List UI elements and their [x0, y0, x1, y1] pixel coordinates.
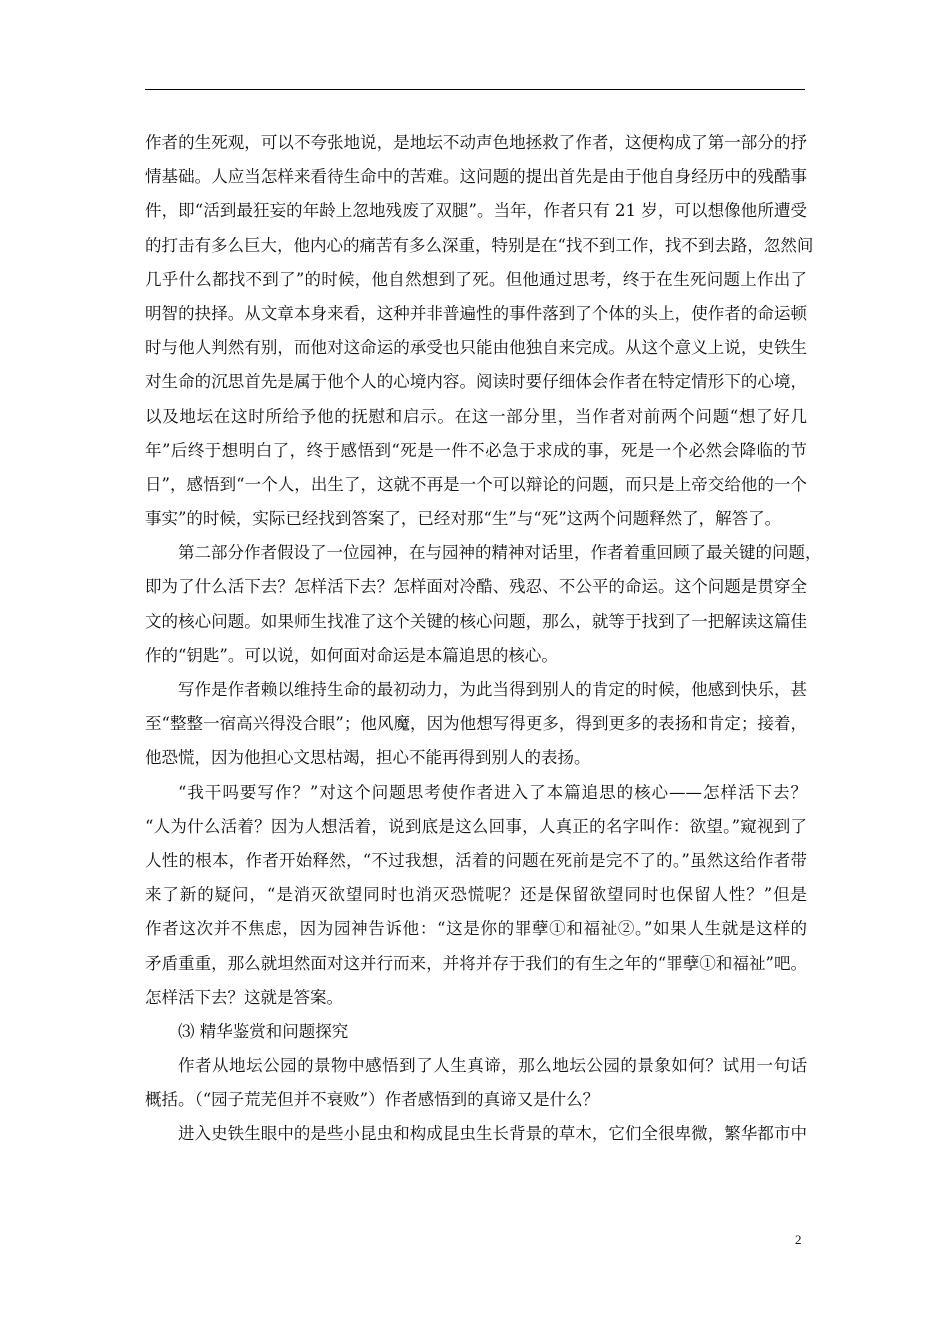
text-line: 件，即“活到最狂妄的年龄上忽地残废了双腿”。当年，作者只有 21 岁，可以想像他所遭受 [145, 201, 807, 221]
text-line: 几乎什么都找不到了”的时候，他自然想到了死。但他通过思考，终于在生死问题上作出了 [145, 269, 807, 289]
text-line: 即为了什么活下去？怎样活下去？怎样面对冷酷、残忍、不公平的命运。这个问题是贯穿全 [145, 577, 807, 597]
text-line: 作的“钥匙”。可以说，如何面对命运是本篇追思的核心。 [145, 645, 558, 665]
text-line: 文的核心问题。如果师生找准了这个关键的核心问题，那么，就等于找到了一把解读这篇佳 [145, 611, 807, 631]
text-line: 矛盾重重，那么就坦然面对这并行而来，并将并存于我们的有生之年的“罪孽①和福祉”吧。 [145, 953, 807, 973]
text-line: 人性的根本，作者开始释然，“不过我想，活着的问题在死前是完不了的。”虽然这给作者带 [145, 850, 807, 870]
text-line: 来了新的疑问，“是消灭欲望同时也消灭恐慌呢？还是保留欲望同时也保留人性？”但是 [145, 885, 807, 905]
text-line: 至“整整一宿高兴得没合眼”；他风魔，因为他想写得更多，得到更多的表扬和肯定；接着， [145, 714, 807, 734]
text-line: 时与他人判然有别，而他对这命运的承受也只能由他独自来完成。从这个意义上说，史铁生 [145, 338, 807, 358]
text-line: 作者从地坛公园的景物中感悟到了人生真谛，那么地坛公园的景象如何？试用一句话 [178, 1056, 807, 1076]
page-number: 2 [795, 1232, 802, 1247]
text-line: 情基础。人应当怎样来看待生命中的苦难。这问题的提出首先是由于他自身经历中的残酷事 [145, 167, 807, 187]
text-line: 对生命的沉思首先是属于他个人的心境内容。阅读时要仔细体会作者在特定情形下的心境， [145, 372, 807, 392]
text-line: 年”后终于想明白了，终于感悟到“死是一件不必急于求成的事，死是一个必然会降临的节 [145, 440, 807, 460]
text-line: “我干吗要写作？”对这个问题思考使作者进入了本篇追思的核心——怎样活下去？ [178, 782, 807, 802]
text-line: “人为什么活着？因为人想活着，说到底是这么回事，人真正的名字叫作：欲望。”窥视到了 [145, 816, 807, 836]
text-line: 第二部分作者假设了一位园神，在与园神的精神对话里，作者着重回顾了最关键的问题， [178, 543, 822, 563]
header-rule [145, 89, 805, 90]
text-line: 作者这次并不焦虑，因为园神告诉他：“这是你的罪孽①和福祉②。”如果人生就是这样的 [145, 919, 807, 939]
text-line: 他恐慌，因为他担心文思枯竭，担心不能再得到别人的表扬。 [145, 748, 591, 768]
text-line: 的打击有多么巨大，他内心的痛苦有多么深重，特别是在“找不到工作，找不到去路，忽然间 [145, 235, 814, 255]
text-line: 概括。（“园子荒芜但并不衰败”）作者感悟到的真谛又是什么？ [145, 1090, 600, 1110]
text-line: 日”，感悟到“一个人，出生了，这就不再是一个可以辩论的问题，而只是上帝交给他的一个 [145, 474, 807, 494]
text-line: 明智的抉择。从文章本身来看，这种并非普遍性的事件落到了个体的头上，使作者的命运顿 [145, 303, 807, 323]
text-line: 事实”的时候，实际已经找到答案了，已经对那“生”与“死”这两个问题释然了，解答了。 [145, 509, 782, 529]
text-line: 作者的生死观，可以不夸张地说，是地坛不动声色地拯救了作者，这便构成了第一部分的抒 [145, 133, 807, 152]
text-line: ⑶ 精华鉴赏和问题探究 [178, 1021, 349, 1041]
text-line: 写作是作者赖以维持生命的最初动力，为此当得到别人的肯定的时候，他感到快乐，甚 [178, 680, 807, 699]
body-text [145, 126, 822, 1152]
text-line: 怎样活下去？这就是答案。 [145, 987, 343, 1007]
text-line: 进入史铁生眼中的是些小昆虫和构成昆虫生长背景的草木，它们全很卑微，繁华都市中 [178, 1124, 807, 1144]
text-line: 以及地坛在这时所给予他的抚慰和启示。在这一部分里，当作者对前两个问题“想了好几 [145, 406, 807, 426]
